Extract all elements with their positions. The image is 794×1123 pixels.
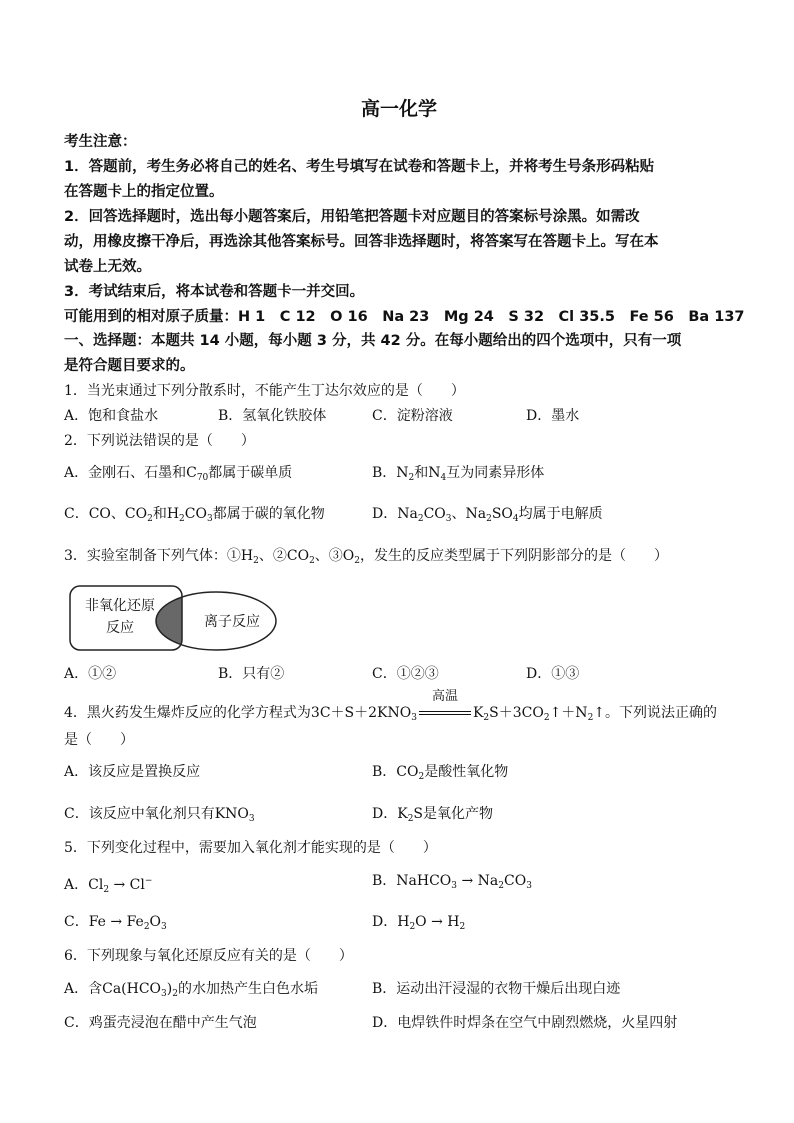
q5-option-c: C．$Fe \to Fe_2O_3$ (64, 914, 167, 932)
venn-left-label-2: 反应 (106, 620, 134, 636)
q2-option-d: D．$Na_2CO_3$、$Na_2SO_4$均属于电解质 (372, 506, 603, 524)
question-5-stem: 5．下列变化过程中，需要加入氧化剂才能实现的是（ ） (64, 840, 437, 856)
notice-item-2-cont: 动，用橡皮擦干净后，再选涂其他答案标号。回答非选择题时，将答案写在答题卡上。写在本 (64, 234, 659, 250)
question-4-stem-cont: 是（ ） (64, 732, 134, 748)
q6-option-d: D．电焊铁件时焊条在空气中剧烈燃烧，火星四射 (372, 1015, 678, 1031)
notice-item-1: 1．答题前，考生务必将自己的姓名、考生号填写在试卷和答题卡上，并将考生号条形码粘贴 (64, 159, 655, 175)
q5-option-b: B．NaHCO$_3$ → $Na_2CO_3$ (372, 873, 532, 891)
q3-option-a: A．①② (64, 666, 117, 682)
notice-item-3: 3．考试结束后，将本试卷和答题卡一并交回。 (64, 284, 365, 300)
section-heading-cont: 是符合题目要求的。 (64, 358, 195, 374)
q3-option-b: B．只有② (218, 666, 285, 682)
reaction-condition: 高温 (431, 689, 458, 704)
venn-diagram (68, 584, 288, 654)
notice-item-2: 2．回答选择题时，选出每小题答案后，用铅笔把答题卡对应题目的答案标号涂黑。如需改 (64, 209, 640, 225)
venn-left-label-1: 非氧化还原 (85, 598, 155, 614)
atomic-masses: 可能用到的相对原子质量：H 1 C 12 O 16 Na 23 Mg 24 S 32 Cl 35.5 Fe 56 Ba 137 (64, 309, 745, 325)
question-4-stem: 4．黑火药发生爆炸反应的化学方程式为$3C+S+2KNO_3$ 高温 $K_2S+3CO_2↑+N_2↑$。下列说法正确的 (64, 689, 718, 723)
question-2-stem: 2．下列说法错误的是（ ） (64, 433, 255, 449)
venn-right-label: 离子反应 (204, 614, 260, 630)
q4-option-a: A．该反应是置换反应 (64, 764, 201, 780)
page-title: 高一化学 (360, 98, 437, 120)
q6-option-a: A．含$Ca(HCO_3)_2$的水加热产生白色水垢 (64, 981, 318, 999)
notice-heading: 考生注意： (64, 134, 137, 150)
q5-option-a: A．$Cl_2 \to Cl^-$ (64, 876, 153, 895)
q5-option-d: D．$H_2O \to H_2$ (372, 914, 466, 932)
q2-option-c: C．CO、$CO_2$和$H_2CO_3$都属于碳的氧化物 (64, 506, 325, 524)
section-heading: 一、选择题：本题共 14 小题，每小题 3 分，共 42 分。在每小题给出的四个选项中，只有一项 (64, 333, 682, 349)
notice-item-1-cont: 在答题卡上的指定位置。 (64, 184, 224, 200)
question-6-stem: 6．下列现象与氧化还原反应有关的是（ ） (64, 948, 353, 964)
q6-option-b: B．运动出汗浸湿的衣物干燥后出现白迹 (372, 981, 621, 997)
q1-option-c: C．淀粉溶液 (372, 408, 453, 424)
notice-item-2-cont2: 试卷上无效。 (64, 259, 151, 275)
q4-option-b: B．$CO_2$是酸性氧化物 (372, 764, 509, 782)
q6-option-c: C．鸡蛋壳浸泡在醋中产生气泡 (64, 1015, 257, 1031)
q3-option-c: C．①②③ (372, 666, 439, 682)
q2-option-b: B．$N_2$和$N_4$互为同素异形体 (372, 465, 545, 483)
question-3-stem: 3．实验室制备下列气体：$①H_2$、$②CO_2$、$③O_2$，发生的反应类型属于下列阴影部分的是（ ） (64, 548, 669, 566)
reaction-condition-arrow (417, 689, 473, 723)
q1-option-a: A．饱和食盐水 (64, 408, 159, 424)
question-1-stem: 1．当光束通过下列分散系时，不能产生丁达尔效应的是（ ） (64, 383, 465, 399)
q3-option-d: D．①③ (526, 666, 580, 682)
q2-option-a: A．金刚石、石墨和$C_{70}$都属于碳单质 (64, 465, 293, 483)
q1-option-d: D．墨水 (526, 408, 580, 424)
q4-option-c: C．该反应中氧化剂只有$KNO_3$ (64, 806, 255, 824)
q1-option-b: B．氢氧化铁胶体 (218, 408, 327, 424)
q4-option-d: D．$K_2S$是氧化产物 (372, 806, 494, 824)
